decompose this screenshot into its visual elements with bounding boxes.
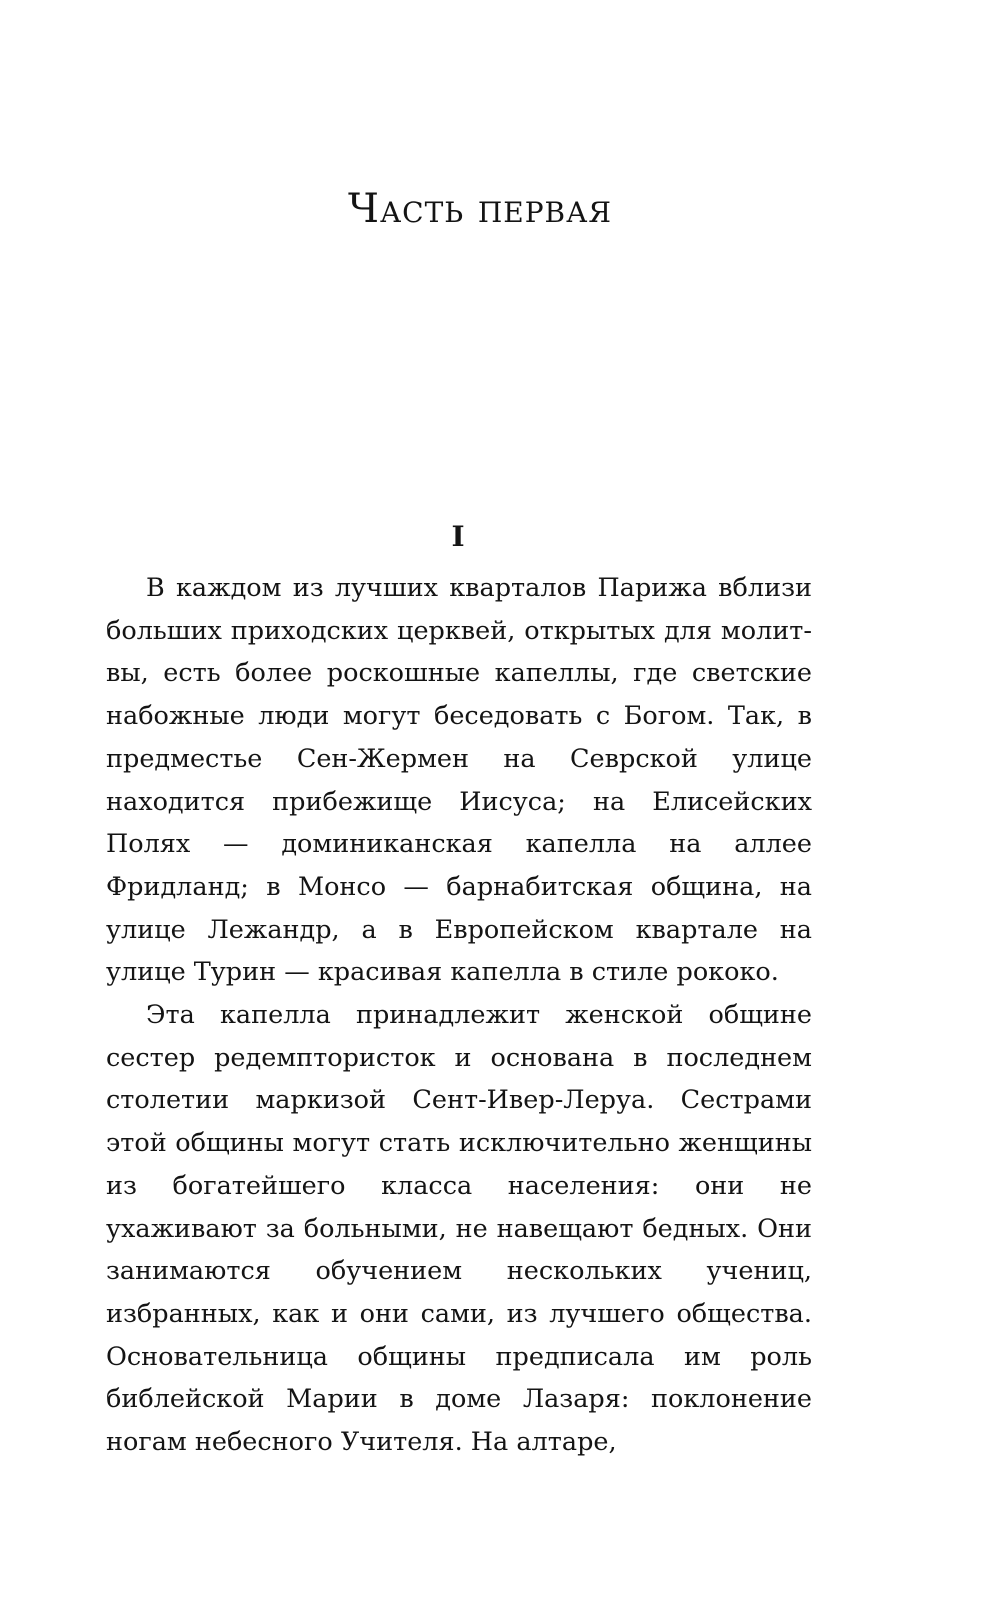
part-title: Часть первая: [348, 186, 612, 232]
paragraph: В каждом из лучших кварталов Парижа вблизи больших приходских церквей, открытых для молитвы, есть более роскошные капеллы, где светские набожные люди могут беседовать с Богом. Так, в предместье Сен-Жермен на Севрской улице находится прибежище Иисуса; на Елисейских Полях — доминиканская капелла на аллее Фридланд; в Монсо — барнабитская община, на улице Лежандр, а в Европейском квартале на улице Турин — красивая капелла в стиле рококо.: [106, 573, 812, 988]
body-text: [106, 567, 812, 1464]
paragraph: Эта капелла принадлежит женской общине сестер редемптористок и основана в последнем столетии маркизой Сент-Ивер-Леруа. Сестрами этой общины могут стать исключительно женщины из богатейшего класса населения: они не ухаживают за больными, не навещают бедных. Они занимаются обучением нескольких учениц, избранных, как и они сами, из лучшего общества. Основательница общины предписала им роль библейской Марии в доме Лазаря: поклонение ногам небесного Учителя. На алтаре,: [106, 1000, 812, 1458]
chapter-number: I: [451, 520, 465, 553]
